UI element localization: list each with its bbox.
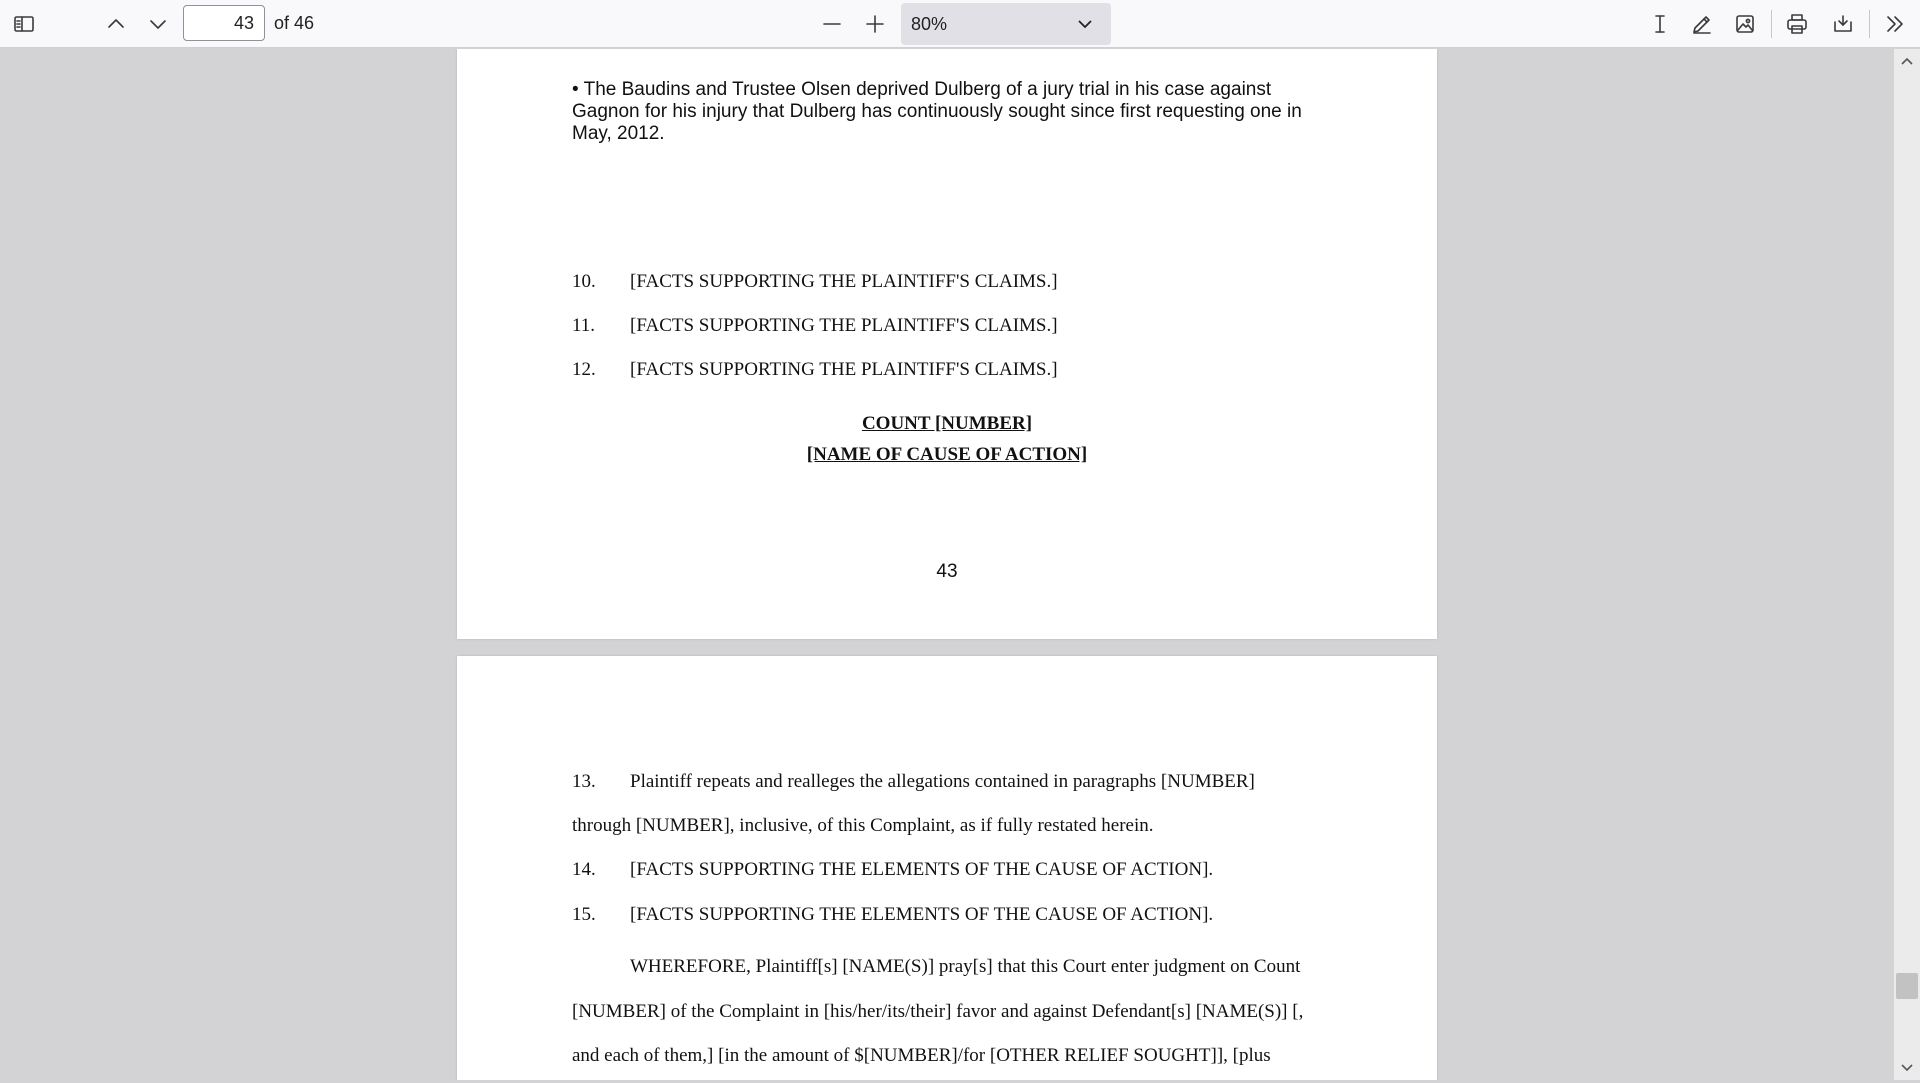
printer-icon (1785, 12, 1809, 36)
text-select-tool-button[interactable] (1644, 8, 1676, 40)
item-number: 12. (572, 359, 596, 380)
minus-icon (820, 12, 844, 36)
zoom-in-button[interactable] (859, 8, 891, 40)
zoom-out-button[interactable] (816, 8, 848, 40)
count-heading: COUNT [NUMBER] (861, 413, 1033, 434)
item-number: 15. (572, 904, 596, 925)
cause-heading: [NAME OF CAUSE OF ACTION] (806, 444, 1088, 465)
wherefore-line-2: [NUMBER] of the Complaint in [his/her/its/their] favor and against Defendant[s] [NAME(S)] [, (572, 1001, 1304, 1022)
chevron-down-icon (1073, 12, 1097, 41)
item-text: [FACTS SUPPORTING THE ELEMENTS OF THE CAUSE OF ACTION]. (630, 859, 1214, 880)
draw-tool-button[interactable] (1686, 8, 1718, 40)
item-number: 11. (572, 315, 596, 336)
wherefore-line-1: WHEREFORE, Plaintiff[s] [NAME(S)] pray[s] that this Court enter judgment on Count (630, 956, 1301, 977)
add-image-button[interactable] (1729, 8, 1761, 40)
wherefore-line-3: and each of them,] [in the amount of $[NUMBER]/for [OTHER RELIEF SOUGHT]], [plus (572, 1045, 1271, 1066)
item-text-continued: through [NUMBER], inclusive, of this Complaint, as if fully restated herein. (572, 815, 1154, 836)
item-text: [FACTS SUPPORTING THE ELEMENTS OF THE CAUSE OF ACTION]. (630, 904, 1214, 925)
scroll-up-arrow[interactable] (1897, 51, 1917, 71)
page-number-footer: 43 (936, 561, 958, 582)
vertical-scrollbar[interactable] (1894, 49, 1920, 1080)
pdf-toolbar (0, 0, 1920, 48)
zoom-value: 80% (911, 13, 948, 34)
document-viewer[interactable] (0, 49, 1894, 1080)
chevron-down-icon (146, 12, 170, 36)
page-count-label: of 46 (274, 13, 315, 33)
sidebar-toggle-icon[interactable] (8, 8, 40, 40)
toolbar-separator (1869, 10, 1870, 38)
chevron-up-icon (1897, 51, 1917, 71)
chevron-up-icon (104, 12, 128, 36)
bullet-line-1: • The Baudins and Trustee Olsen deprived Dulberg of a jury trial in his case against (572, 79, 1272, 100)
item-number: 14. (572, 859, 596, 880)
download-icon (1831, 12, 1855, 36)
toolbar-separator (1771, 10, 1772, 38)
pdf-page-43 (457, 49, 1437, 639)
chevron-down-icon (1897, 1058, 1917, 1078)
text-cursor-icon (1648, 12, 1672, 36)
tools-menu-button[interactable] (1879, 8, 1911, 40)
page-number-input[interactable] (183, 5, 265, 41)
zoom-select[interactable] (901, 3, 1111, 45)
bullet-line-3: May, 2012. (572, 123, 665, 144)
print-button[interactable] (1781, 8, 1813, 40)
double-chevron-right-icon (1883, 12, 1907, 36)
item-text: [FACTS SUPPORTING THE PLAINTIFF'S CLAIMS.] (630, 359, 1058, 380)
pdf-page-44 (457, 656, 1437, 1080)
scrollbar-thumb[interactable] (1896, 973, 1918, 999)
plus-icon (863, 12, 887, 36)
item-text: Plaintiff repeats and realleges the allegations contained in paragraphs [NUMBER] (630, 771, 1255, 792)
item-text: [FACTS SUPPORTING THE PLAINTIFF'S CLAIMS.] (630, 315, 1058, 336)
bullet-line-2: Gagnon for his injury that Dulberg has continuously sought since first requesting one in (572, 101, 1302, 122)
item-number: 13. (572, 771, 596, 792)
scroll-down-arrow[interactable] (1897, 1058, 1917, 1078)
pen-icon (1690, 12, 1714, 36)
item-text: [FACTS SUPPORTING THE PLAINTIFF'S CLAIMS.] (630, 271, 1058, 292)
item-number: 10. (572, 271, 596, 292)
image-icon (1733, 12, 1757, 36)
next-page-button[interactable] (142, 8, 174, 40)
save-button[interactable] (1827, 8, 1859, 40)
previous-page-button[interactable] (100, 8, 132, 40)
